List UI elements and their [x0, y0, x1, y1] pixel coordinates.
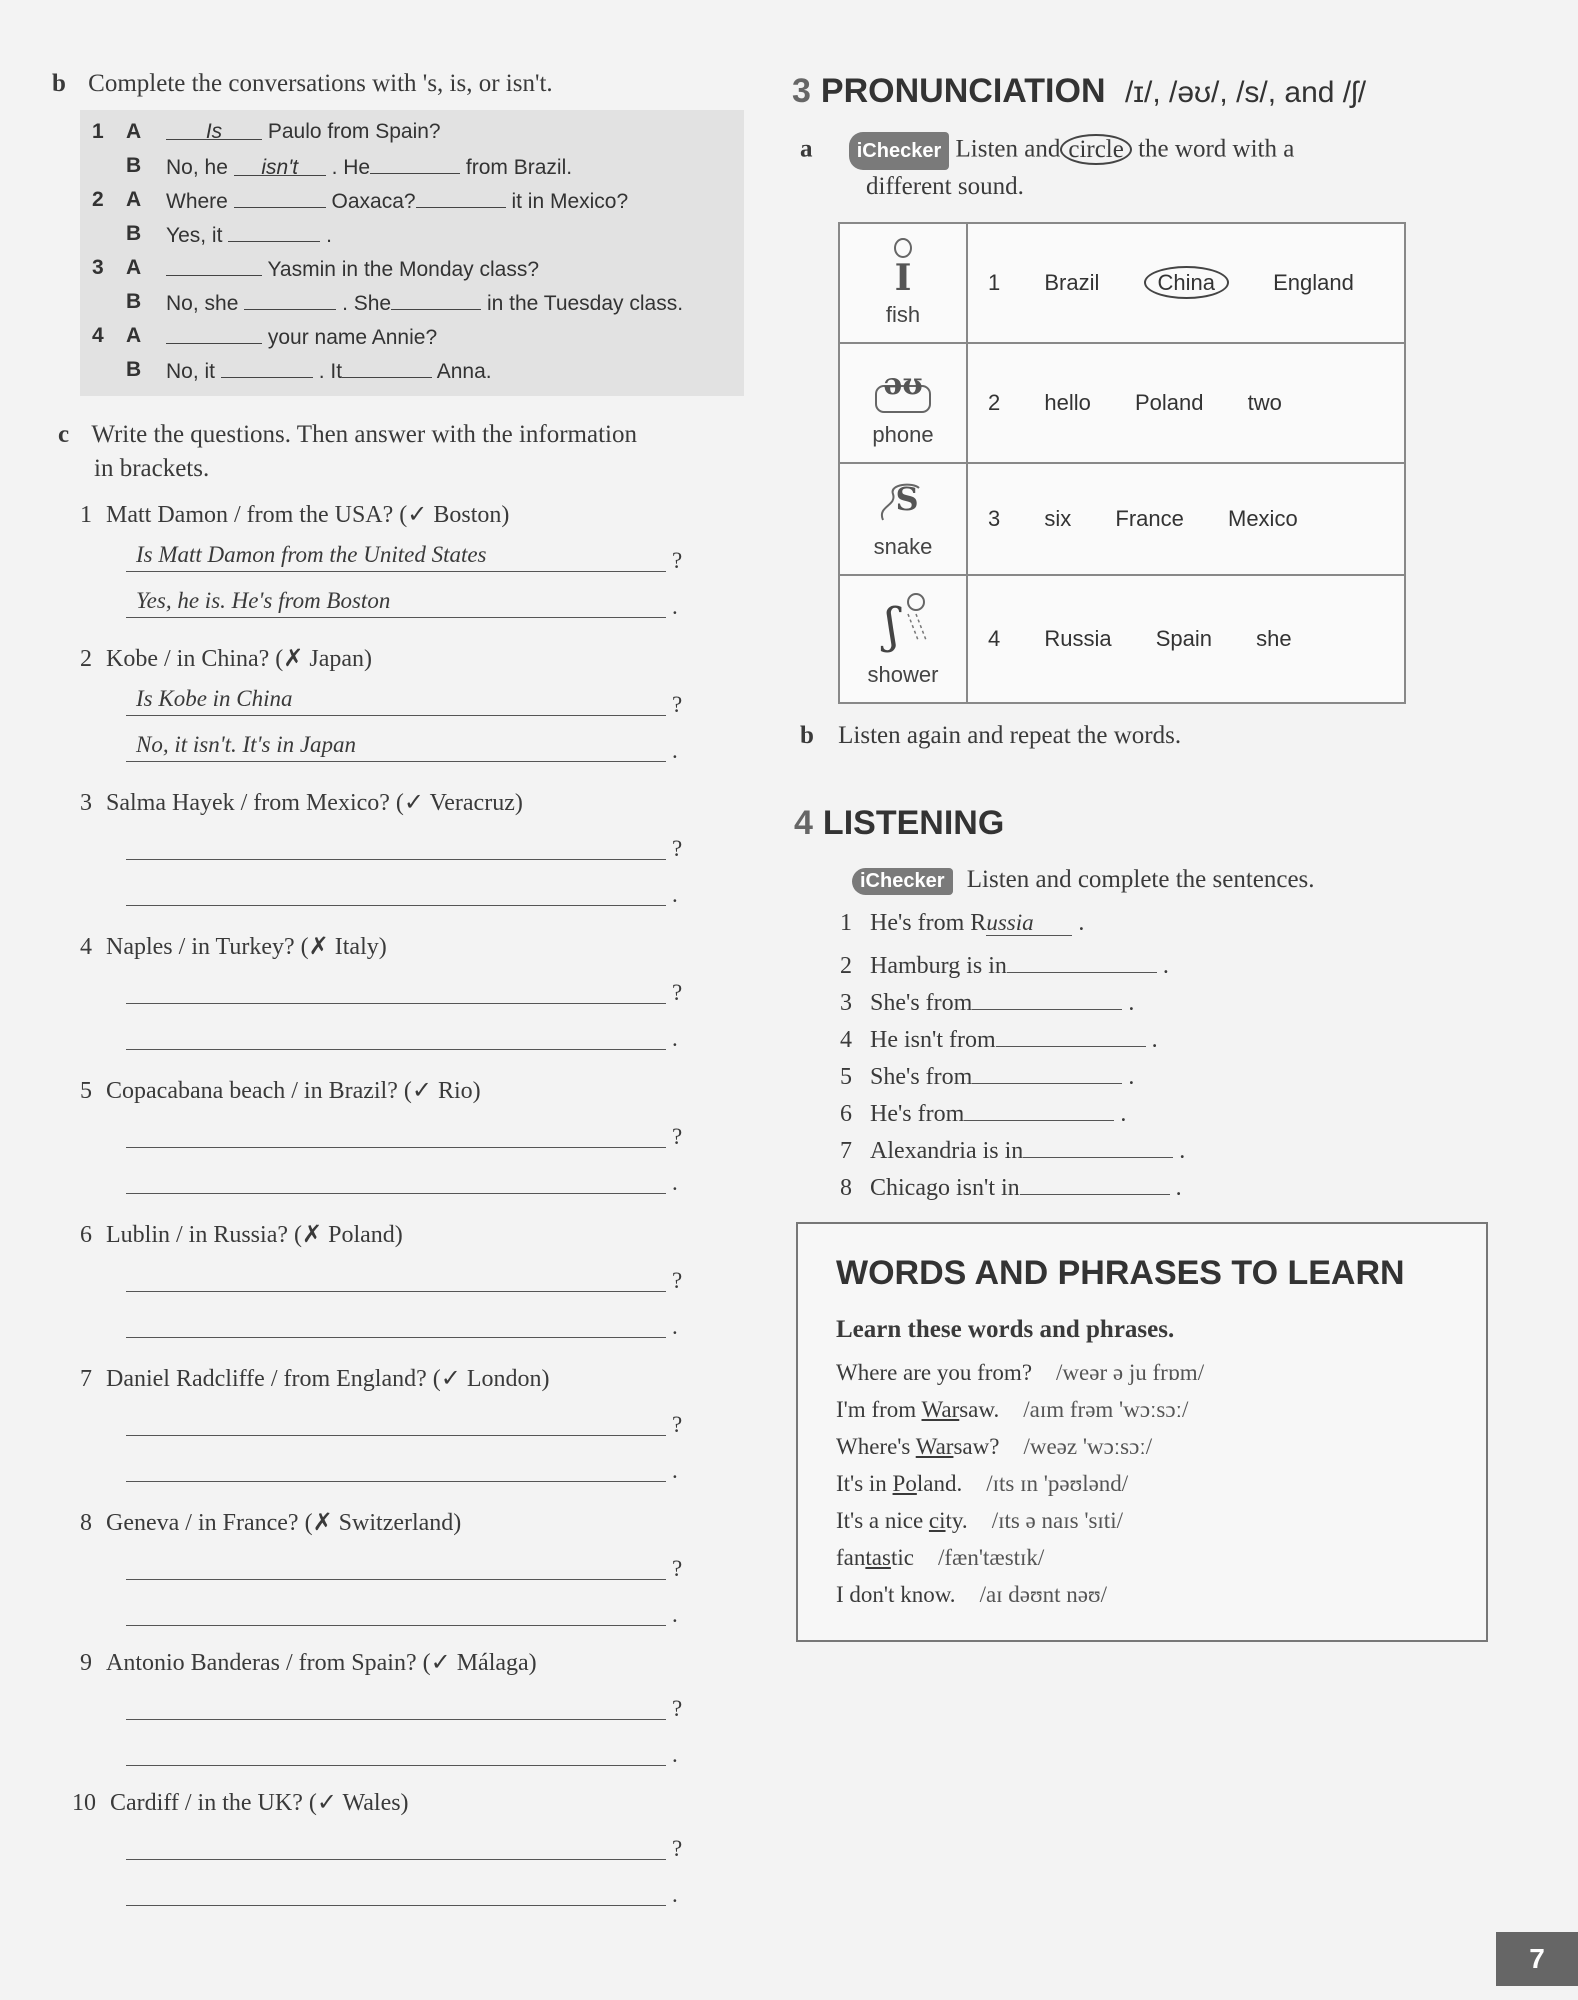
question-line[interactable]: [126, 1690, 666, 1720]
conv-mid: Oaxaca?: [331, 190, 416, 213]
answer-line-row: [126, 1880, 696, 1906]
answer-blank[interactable]: [234, 188, 326, 208]
conv-pre: No, he: [166, 156, 228, 179]
icon-word-snake: snake: [873, 534, 933, 559]
answer-blank[interactable]: [228, 222, 320, 242]
shower-icon: [840, 590, 966, 662]
pron-word-2-3: two: [1247, 390, 1282, 415]
phrase-row: [836, 1360, 1204, 1386]
question-line-row: [126, 1694, 696, 1720]
listening-item: [840, 910, 1084, 937]
phrase-ipa: /ɪts ə naɪs 'sɪti/: [991, 1508, 1123, 1533]
phrase-pre: I don't know.: [836, 1582, 956, 1607]
listening-text: Chicago isn't in: [870, 1175, 1020, 1201]
phone-sound-cell: [839, 343, 967, 463]
listening-title: LISTENING: [822, 804, 1005, 842]
phrase-ipa: /weəz 'wɔːsɔː/: [1023, 1434, 1153, 1459]
speaker-label: B: [126, 358, 142, 381]
pron-word-2-2: Poland: [1134, 390, 1204, 415]
pron-num-2: 2: [988, 390, 1001, 415]
prompt-text: Salma Hayek / from Mexico? (✓ Veracruz): [106, 790, 523, 816]
pronunciation-a-instruction: [800, 132, 1420, 204]
answer-line-row: [126, 1600, 696, 1626]
listening-answer-blank[interactable]: [996, 1021, 1146, 1047]
conversation-number: 1: [92, 120, 104, 143]
section-b-instruction-text: Complete the conversations with 's, is, or isn't.: [88, 70, 553, 97]
question-line-punct: ?: [672, 1556, 683, 1581]
phrase-pre: It's in: [836, 1471, 893, 1496]
pronunciation-heading: [792, 72, 1366, 111]
listening-number: 6: [840, 1101, 852, 1127]
question-prompt: [80, 1648, 537, 1677]
fish-icon: [840, 238, 966, 302]
ichecker-badge[interactable]: iChecker: [849, 132, 950, 170]
listening-end: .: [1179, 1138, 1186, 1164]
question-number: 8: [80, 1510, 92, 1536]
listening-item: [840, 984, 1134, 1017]
question-line-row: [126, 1834, 696, 1860]
listening-number: 8: [840, 1175, 852, 1201]
conv-mid: your name Annie?: [267, 326, 438, 349]
question-number: 6: [80, 1222, 92, 1248]
pron-symbol-4: ʃ: [885, 598, 899, 654]
pronunciation-b-label: b: [800, 722, 814, 749]
answer-line[interactable]: [126, 876, 666, 906]
answer-blank[interactable]: [244, 290, 336, 310]
conv-post: in the Tuesday class.: [486, 292, 684, 315]
icon-word-phone: phone: [872, 422, 934, 447]
listening-text: He isn't from: [870, 1027, 996, 1053]
conversation-text: [166, 222, 332, 248]
speaker-label: A: [126, 188, 142, 211]
phrase-ipa: /aɪ dəʊnt nəʊ/: [979, 1582, 1107, 1607]
pron-symbol-2: əʊ: [883, 367, 923, 402]
answer-line[interactable]: [126, 1164, 666, 1194]
fish-sound-cell: [839, 223, 967, 343]
question-number: 9: [80, 1650, 92, 1676]
question-line-row: [126, 1122, 696, 1148]
phrase-stress: tas: [865, 1545, 891, 1570]
conversation-number: 4: [92, 324, 104, 347]
conversation-line: [80, 188, 744, 218]
listening-answer-blank[interactable]: [972, 984, 1122, 1010]
conversation-line: [80, 222, 744, 252]
listening-answer-blank[interactable]: [1020, 1169, 1170, 1195]
question-line[interactable]: [126, 1550, 666, 1580]
answer-line-punct: .: [672, 1026, 678, 1051]
pron-row-snake: [839, 463, 1405, 575]
listening-item: [840, 1132, 1185, 1165]
question-line-punct: ?: [672, 836, 683, 861]
phrase-ipa: /ɪts ɪn 'pəʊlənd/: [986, 1471, 1129, 1496]
snake-sound-cell: [839, 463, 967, 575]
speaker-label: B: [126, 222, 142, 245]
speaker-label: B: [126, 290, 142, 313]
section-b-instruction: [52, 70, 553, 98]
conv-mid: . She: [342, 292, 392, 315]
question-line-punct: ?: [672, 548, 683, 573]
prompt-text: Daniel Radcliffe / from England? (✓ London): [106, 1366, 550, 1392]
phrase-pre: fan: [836, 1545, 866, 1570]
answer-line[interactable]: [126, 1736, 666, 1766]
pronunciation-a-label: a: [800, 135, 813, 163]
listening-end: .: [1128, 990, 1135, 1016]
listening-text: He's from R: [870, 910, 987, 936]
conversation-line: [80, 324, 744, 354]
section-c-instruction-line2: in brackets.: [94, 455, 210, 482]
question-number: 4: [80, 934, 92, 960]
answer-blank[interactable]: [391, 290, 481, 310]
question-line-row: [126, 1554, 696, 1580]
question-line-punct: ?: [672, 1268, 683, 1293]
answer-blank[interactable]: [370, 154, 460, 174]
shower-sound-cell: [839, 575, 967, 703]
prompt-text: Matt Damon / from the USA? (✓ Boston): [106, 502, 510, 528]
pron-word-4-2: Spain: [1155, 626, 1213, 651]
listening-text: Alexandria is in: [870, 1138, 1024, 1164]
prompt-text: Antonio Banderas / from Spain? (✓ Málaga): [106, 1650, 537, 1676]
answer-line-row: [126, 1456, 696, 1482]
answer-line[interactable]: No, it isn't. It's in Japan: [126, 732, 666, 762]
conv-mid: Paulo from Spain?: [267, 120, 441, 143]
phrase-row: [836, 1434, 1152, 1460]
pron-num-4: 4: [988, 626, 1001, 651]
words-box-title: WORDS AND PHRASES TO LEARN: [836, 1254, 1405, 1292]
answer-blank[interactable]: Is: [166, 120, 262, 140]
phrase-row: [836, 1545, 1044, 1571]
pron-word-1-2-circled: China: [1144, 266, 1229, 299]
answer-line-punct: .: [672, 1742, 678, 1767]
listening-item: [840, 947, 1169, 980]
question-line-punct: ?: [672, 1124, 683, 1149]
conv-pre: Where: [166, 190, 228, 213]
pron-word-3-2: France: [1115, 506, 1184, 531]
answer-line-punct: .: [672, 738, 678, 763]
listening-number: 7: [840, 1138, 852, 1164]
listening-number: 4: [794, 804, 813, 842]
conversation-line: [80, 290, 744, 320]
conv-mid: . It: [318, 360, 343, 383]
question-prompt: [80, 644, 372, 673]
pron-words-1: [967, 223, 1405, 343]
pronunciation-instr-1: Listen and: [955, 135, 1061, 163]
listening-item: [840, 1021, 1158, 1054]
prompt-text: Geneva / in France? (✗ Switzerland): [106, 1510, 462, 1536]
pronunciation-b-text: Listen again and repeat the words.: [838, 722, 1182, 749]
question-prompt: [80, 1508, 461, 1537]
listening-number: 1: [840, 910, 852, 936]
phrase-stress: Po: [892, 1471, 917, 1496]
question-prompt: [80, 1364, 550, 1393]
listening-ichecker-badge[interactable]: iChecker: [852, 868, 953, 895]
phrase-stress: War: [921, 1397, 960, 1422]
answer-line[interactable]: [126, 1308, 666, 1338]
pronunciation-table: [838, 222, 1406, 704]
phrase-row: [836, 1471, 1128, 1497]
conversation-text: [166, 188, 628, 214]
question-line[interactable]: [126, 1406, 666, 1436]
section-b-label: b: [52, 70, 66, 97]
words-phrases-box: [796, 1222, 1488, 1642]
pron-num-1: 1: [988, 270, 1001, 295]
phrase-row: [836, 1397, 1188, 1423]
listening-heading: [794, 804, 1004, 843]
listening-instruction-text: Listen and complete the sentences.: [966, 866, 1315, 893]
listening-item: [840, 1095, 1126, 1128]
conversation-text: [166, 256, 539, 282]
question-line-punct: ?: [672, 980, 683, 1005]
listening-item: [840, 1169, 1182, 1202]
conv-post: Anna.: [436, 360, 492, 383]
pron-symbol-3: S: [895, 480, 919, 518]
conversation-number: 3: [92, 256, 104, 279]
question-line[interactable]: [126, 1830, 666, 1860]
question-line[interactable]: [126, 1262, 666, 1292]
answer-line-row: [126, 1024, 696, 1050]
conversation-line: [80, 358, 744, 388]
phone-icon: [840, 358, 966, 422]
answer-line[interactable]: [126, 1596, 666, 1626]
conv-mid: Yasmin in the Monday class?: [267, 258, 540, 281]
prompt-text: Cardiff / in the UK? (✓ Wales): [110, 1790, 409, 1816]
question-prompt: [80, 500, 509, 529]
speaker-label: A: [126, 256, 142, 279]
section-c-instruction: [58, 418, 637, 486]
conversation-line: [80, 256, 744, 286]
question-line[interactable]: Is Kobe in China: [126, 686, 666, 716]
pronunciation-title: PRONUNCIATION: [820, 72, 1106, 110]
answer-line-punct: .: [672, 882, 678, 907]
pron-word-4-3: she: [1256, 626, 1292, 651]
conversation-text: [166, 154, 572, 180]
conversation-text: [166, 358, 492, 384]
section-c-instruction-line1: Write the questions. Then answer with the information: [91, 421, 637, 448]
conv-mid: .: [326, 224, 332, 247]
question-line-row: [126, 686, 696, 717]
pron-word-3-1: six: [1044, 506, 1072, 531]
conversation-line: [80, 154, 744, 184]
phrase-post: tic: [890, 1545, 914, 1570]
phrase-ipa: /aɪm frəm 'wɔːsɔː/: [1023, 1397, 1189, 1422]
answer-line-row: [126, 1312, 696, 1338]
pron-row-shower: [839, 575, 1405, 703]
answer-blank[interactable]: [166, 324, 262, 344]
listening-end: .: [1078, 910, 1085, 936]
speaker-label: A: [126, 120, 142, 143]
listening-answer-blank[interactable]: [972, 1058, 1122, 1084]
icon-word-shower: shower: [867, 662, 939, 687]
pron-word-1-1: Brazil: [1044, 270, 1100, 295]
answer-line-punct: .: [672, 594, 678, 619]
question-line-row: [126, 1266, 696, 1292]
phrase-row: [836, 1582, 1107, 1608]
phrase-ipa: /fæn'tæstɪk/: [937, 1545, 1045, 1570]
answer-blank[interactable]: [166, 256, 262, 276]
prompt-text: Kobe / in China? (✗ Japan): [106, 646, 373, 672]
phrase-row: [836, 1508, 1123, 1534]
phrase-stress: ci: [928, 1508, 946, 1533]
prompt-text: Naples / in Turkey? (✗ Italy): [106, 934, 387, 960]
listening-end: .: [1162, 953, 1169, 979]
question-number: 2: [80, 646, 92, 672]
question-line-row: [126, 834, 696, 860]
question-line[interactable]: [126, 830, 666, 860]
pron-words-4: [967, 575, 1405, 703]
answer-blank[interactable]: isn't: [234, 156, 326, 176]
page-number: 7: [1496, 1932, 1578, 1986]
question-line[interactable]: Is Matt Damon from the United States: [126, 542, 666, 572]
phrase-post: saw?: [953, 1434, 1000, 1459]
listening-text: She's from: [870, 1064, 973, 1090]
speaker-label: A: [126, 324, 142, 347]
question-number: 3: [80, 790, 92, 816]
pron-word-1-3: England: [1273, 270, 1354, 295]
pron-num-3: 3: [988, 506, 1001, 531]
phrase-ipa: /weər ə ju frɒm/: [1056, 1360, 1205, 1385]
answer-line-punct: .: [672, 1602, 678, 1627]
question-prompt: [80, 1076, 481, 1105]
listening-text: Hamburg is in: [870, 953, 1007, 979]
pronunciation-instr-2: the word with a: [1138, 135, 1295, 163]
conversation-text: [166, 324, 437, 350]
answer-line[interactable]: Yes, he is. He's from Boston: [126, 588, 666, 618]
listening-instruction: [852, 866, 1315, 895]
listening-number: 3: [840, 990, 852, 1016]
phrase-pre: I'm from: [836, 1397, 922, 1422]
answer-line-row: [126, 1740, 696, 1766]
section-c-label: c: [58, 421, 70, 448]
question-line-row: [126, 1410, 696, 1436]
listening-answer-blank[interactable]: [1023, 1132, 1173, 1158]
phrase-post: saw.: [959, 1397, 1000, 1422]
answer-blank[interactable]: [221, 358, 313, 378]
question-prompt: [72, 1788, 409, 1817]
phrase-post: land.: [916, 1471, 963, 1496]
answer-line-punct: .: [672, 1314, 678, 1339]
phrase-pre: It's a nice: [836, 1508, 929, 1533]
answer-line-row: [126, 1168, 696, 1194]
question-number: 5: [80, 1078, 92, 1104]
question-prompt: [80, 932, 387, 961]
listening-number: 5: [840, 1064, 852, 1090]
pron-words-3: [967, 463, 1405, 575]
prompt-text: Lublin / in Russia? (✗ Poland): [106, 1222, 403, 1248]
conv-post: it in Mexico?: [511, 190, 629, 213]
listening-item: [840, 1058, 1134, 1091]
answer-line-row: [126, 880, 696, 906]
answer-line-punct: .: [672, 1458, 678, 1483]
question-prompt: [80, 1220, 403, 1249]
phrase-post: ty.: [945, 1508, 968, 1533]
listening-answer-blank[interactable]: [964, 1095, 1114, 1121]
pron-word-2-1: hello: [1044, 390, 1091, 415]
question-line[interactable]: [126, 974, 666, 1004]
listening-end: .: [1128, 1064, 1135, 1090]
listening-end: .: [1175, 1175, 1182, 1201]
pron-words-2: [967, 343, 1405, 463]
answer-blank[interactable]: [342, 358, 432, 378]
words-box-subtitle: Learn these words and phrases.: [836, 1316, 1175, 1343]
answer-line[interactable]: [126, 1876, 666, 1906]
listening-text: He's from: [870, 1101, 965, 1127]
listening-number: 4: [840, 1027, 852, 1053]
pronunciation-instr-circle: circle: [1060, 134, 1132, 165]
answer-line-row: [126, 732, 696, 763]
conversation-text: [166, 120, 441, 144]
snake-icon: [840, 476, 966, 534]
icon-word-fish: fish: [885, 302, 921, 327]
phrase-pre: Where's: [836, 1434, 916, 1459]
listening-number: 2: [840, 953, 852, 979]
question-number: 1: [80, 502, 92, 528]
listening-answer-blank[interactable]: [1007, 947, 1157, 973]
question-number: 7: [80, 1366, 92, 1392]
pron-word-4-1: Russia: [1044, 626, 1112, 651]
question-line-row: [126, 978, 696, 1004]
pron-row-phone: [839, 343, 1405, 463]
phrase-stress: War: [915, 1434, 954, 1459]
answer-line-row: [126, 588, 696, 619]
question-line[interactable]: [126, 1118, 666, 1148]
speaker-label: B: [126, 154, 142, 177]
answer-line[interactable]: [126, 1452, 666, 1482]
question-line-punct: ?: [672, 692, 683, 717]
answer-line[interactable]: [126, 1020, 666, 1050]
pron-symbol-1: I: [894, 257, 912, 296]
pron-row-fish: [839, 223, 1405, 343]
pronunciation-b-instruction: [800, 722, 1181, 750]
answer-blank[interactable]: [416, 188, 506, 208]
pronunciation-number: 3: [792, 72, 811, 110]
conv-pre: No, she: [166, 292, 239, 315]
pronunciation-instr-3: different sound.: [866, 173, 1024, 200]
conversation-text: [166, 290, 683, 316]
conversation-line: [80, 120, 744, 150]
question-prompt: [80, 788, 523, 817]
pronunciation-sounds: /ɪ/, /əʊ/, /s/, and /ʃ/: [1124, 76, 1367, 109]
question-line-punct: ?: [672, 1836, 683, 1861]
listening-text: She's from: [870, 990, 973, 1016]
question-number: 10: [72, 1790, 96, 1816]
prompt-text: Copacabana beach / in Brazil? (✓ Rio): [106, 1078, 481, 1104]
conv-mid: . He: [331, 156, 371, 179]
conv-pre: No, it: [166, 360, 216, 383]
answer-line-punct: .: [672, 1882, 678, 1907]
conv-post: from Brazil.: [465, 156, 573, 179]
listening-answer-blank[interactable]: ussia: [986, 910, 1072, 936]
phrase-pre: Where are you from?: [836, 1360, 1033, 1385]
question-line-row: [126, 542, 696, 573]
question-line-punct: ?: [672, 1696, 683, 1721]
question-line-punct: ?: [672, 1412, 683, 1437]
pron-word-3-3: Mexico: [1228, 506, 1298, 531]
listening-end: .: [1151, 1027, 1158, 1053]
conv-pre: Yes, it: [166, 224, 223, 247]
listening-end: .: [1120, 1101, 1127, 1127]
answer-line-punct: .: [672, 1170, 678, 1195]
conversation-number: 2: [92, 188, 104, 211]
